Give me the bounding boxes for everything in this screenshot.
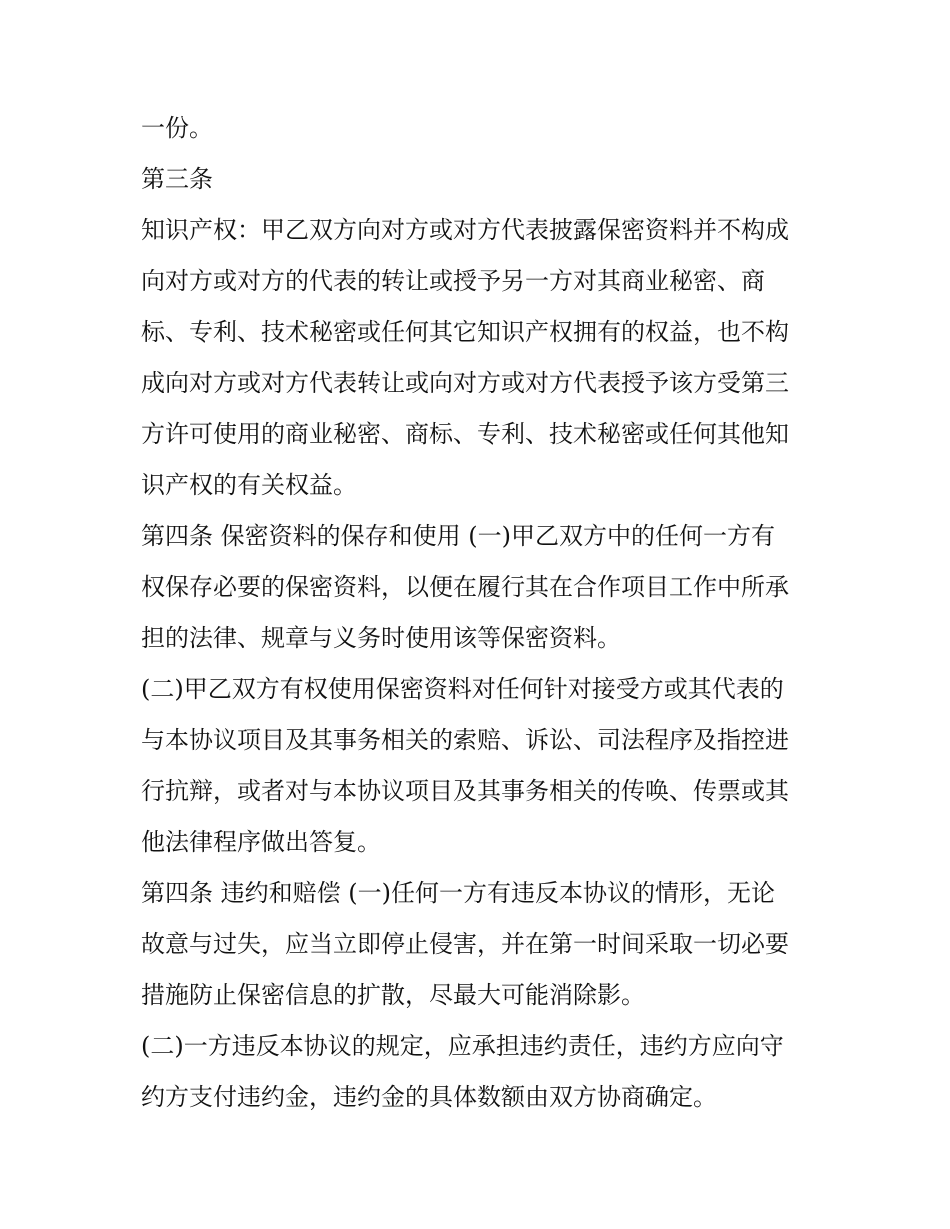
text-line: 向对方或对方的代表的转让或授予另一方对其商业秘密、商 <box>141 267 765 295</box>
text-line: 第四条 违约和赔偿 (一)任何一方有违反本协议的情形，无论 <box>141 879 775 907</box>
text-line: 措施防止保密信息的扩散，尽最大可能消除影。 <box>141 981 645 1009</box>
section-heading-article-3: 第三条 <box>141 165 213 193</box>
text-line: 与本协议项目及其事务相关的索赔、诉讼、司法程序及指控进 <box>141 726 789 754</box>
text-line: 他法律程序做出答复。 <box>141 828 381 856</box>
document-body <box>141 103 831 1123</box>
text-line: 权保存必要的保密资料，以便在履行其在合作项目工作中所承 <box>141 573 789 601</box>
text-line: 担的法律、规章与义务时使用该等保密资料。 <box>141 624 621 652</box>
text-line: 故意与过失，应当立即停止侵害，并在第一时间采取一切必要 <box>141 930 789 958</box>
text-line: 一份。 <box>141 114 213 142</box>
text-line: 知识产权：甲乙双方向对方或对方代表披露保密资料并不构成 <box>141 216 789 244</box>
text-line: 成向对方或对方代表转让或向对方或对方代表授予该方受第三 <box>141 369 789 397</box>
text-line: 行抗辩，或者对与本协议项目及其事务相关的传唤、传票或其 <box>141 777 789 805</box>
text-line: 标、专利、技术秘密或任何其它知识产权拥有的权益，也不构 <box>141 318 789 346</box>
text-line: (二)一方违反本协议的规定，应承担违约责任，违约方应向守 <box>141 1032 784 1060</box>
text-line: 方许可使用的商业秘密、商标、专利、技术秘密或任何其他知 <box>141 420 789 448</box>
text-line: 识产权的有关权益。 <box>141 471 357 499</box>
text-line: 约方支付违约金，违约金的具体数额由双方协商确定。 <box>141 1083 717 1111</box>
text-line: (二)甲乙双方有权使用保密资料对任何针对接受方或其代表的 <box>141 675 784 703</box>
text-line: 第四条 保密资料的保存和使用 (一)甲乙双方中的任何一方有 <box>141 522 775 550</box>
